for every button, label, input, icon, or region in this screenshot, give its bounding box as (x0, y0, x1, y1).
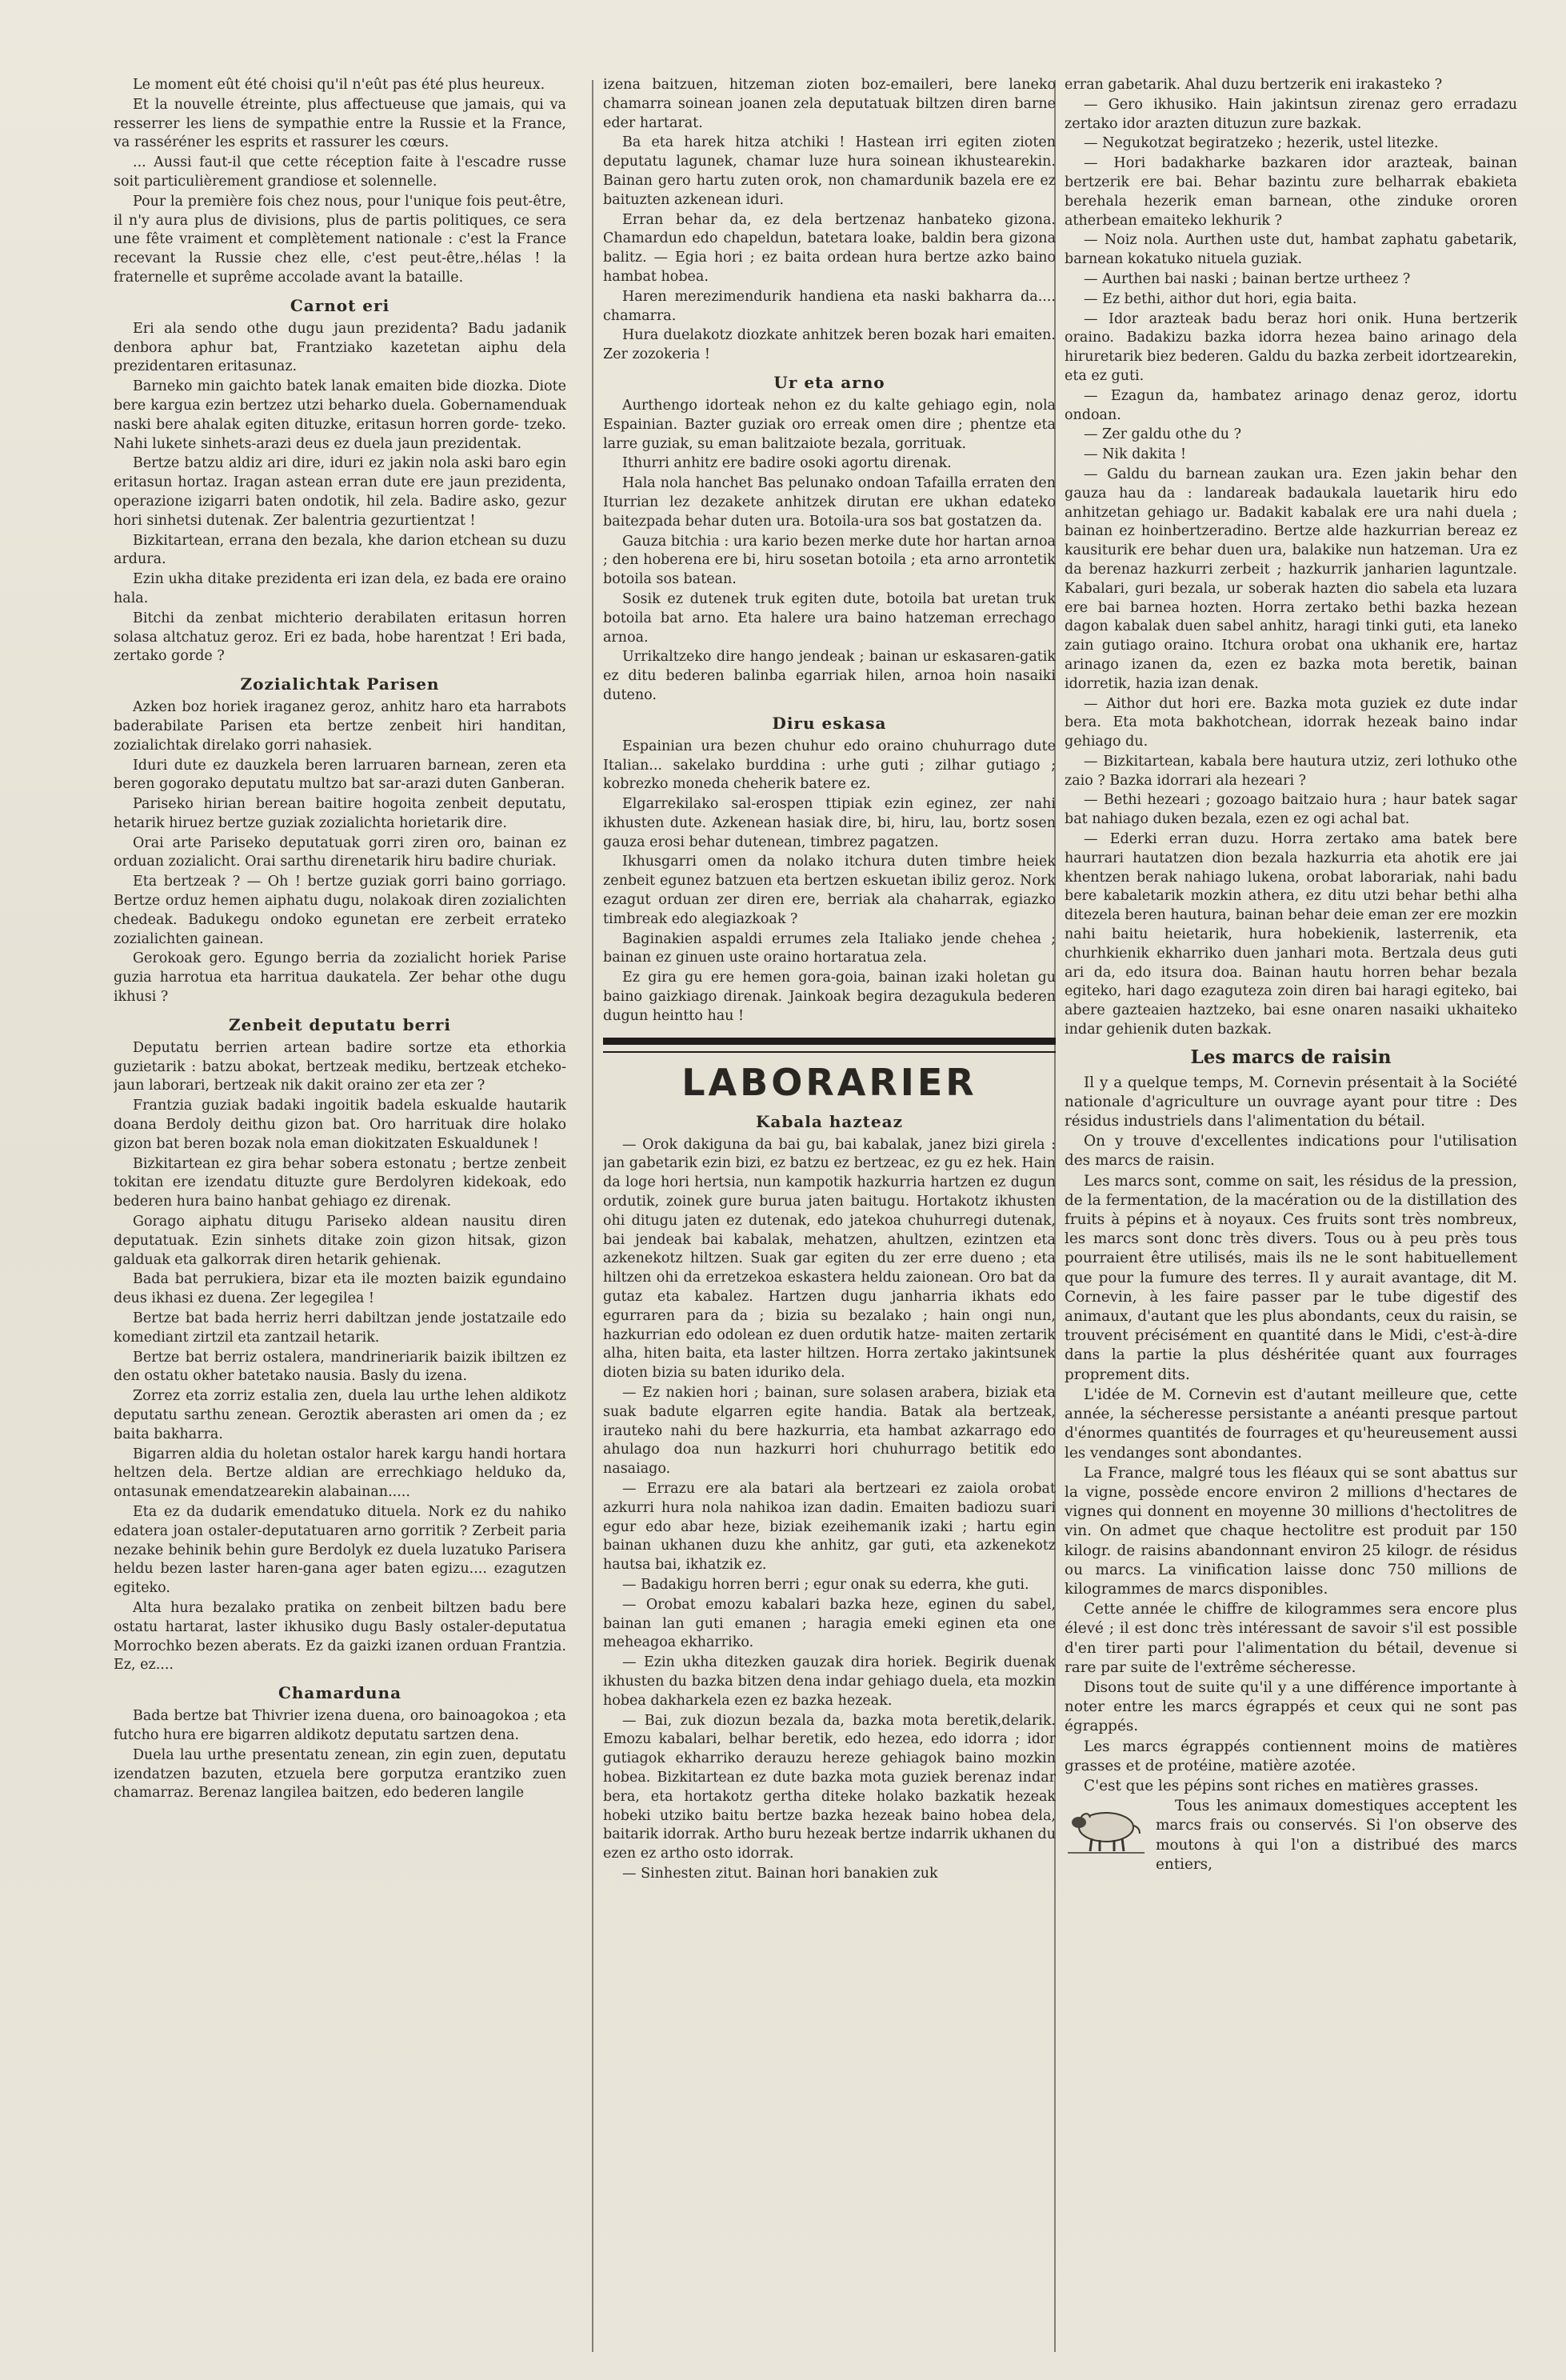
paragraph: — Ezagun da, hambatez arinago denaz geroz, idortu ondoan. (1065, 387, 1517, 423)
paragraph: Ikhusgarri omen da nolako itchura duten timbre heiek zenbeit egunez batzuen eta bertzen eskuetan ibiliz geroz. Nork ezagut orduan zer diren ere, berriak ala chaharrak, egiazko timbreak edo alegiazkoak ? (603, 854, 1056, 927)
paragraph: — Gero ikhusiko. Hain jakintsun zirenaz gero erradazu zertako idor arazten dituzun zure bazkak. (1065, 96, 1517, 132)
section-banner-laborarier: LABORARIER (681, 1060, 977, 1104)
headline-diru-eskasa: Diru eskasa (772, 713, 887, 733)
paragraph: Hala nola hanchet Bas pelunako ondoan Tafailla erraten den Iturrian lez dezakete anhitzek dirutan ere ukhan edateko baitezpada behar duten ura. Botoila-ura sos bat gostatzen da. (603, 475, 1056, 530)
paragraph: erran gabetarik. Ahal duzu bertzerik eni irakasteko ? (1065, 77, 1443, 93)
paragraph: Bada bertze bat Thivrier izena duena, oro bainoagokoa ; eta futcho hura ere bigarren aldikotz deputatu sartzen dena. (114, 1708, 566, 1743)
paragraph: Ez gira gu ere hemen gora-goia, bainan izaki holetan gu baino gaizkiago direnak. Jainkoak begira dezagukula bederen dugun heintto hau ! (603, 970, 1056, 1024)
paragraph: On y trouve d'excellentes indications pour l'utilisation des marcs de raisin. (1065, 1133, 1517, 1170)
paragraph: Ba eta harek hitza atchiki ! Hastean irri egiten zioten deputatu lagunek, chamar luze hura soinean ikhustearekin. Bainan gero hartu zuten orok, non chamardunik bazela ere ez baituzten azkenean iduri. (603, 134, 1056, 208)
paragraph: Bizkitartean ez gira behar sobera estonatu ; bertze zenbeit tokitan ere izendatu dituzte gure Berdolyren kidekoak, edo bederen hura baino hanbat gehiago ez direnak. (114, 1155, 566, 1210)
headline-les-marcs-de-raisin: Les marcs de raisin (1190, 1046, 1392, 1068)
paragraph: Les marcs égrappés contiennent moins de matières grasses et de protéine, matière azotée. (1065, 1738, 1517, 1774)
paragraph: — Galdu du barnean zaukan ura. Ezen jakin behar den gauza hau da : landareak badaukala lauetarik hiru edo anhitzetan gehiago ur. Badakit kabalak ere ura nahi duela ; bainan ez hoinbertzeradino. Bertze alde hazkurrian bereaz ez kausiturik ere behar duen ura, balakike nun hatzeman. Ura ez da berenaz hazkurri zerbeit ; hazkurrik janharien laguntzale. Kabalari, guri bezala, ur soberak hazten dio sabela eta luzara ere bai barnea hozten. Horra zertako bethi bazka hezean dagon kabalak duen sabel anhitz, haragi tinki guti, eta laneko zain gutiago oraino. Itchura orobat ona ukhanik ere, hartaz arinago izanen da, ezen ez bazka mota beretik, bainan idorretik, hazia izan denak. (1065, 466, 1517, 692)
paragraph: — Bai, zuk diozun bezala da, bazka mota beretik,delarik. Emozu kabalari, belhar beretik, edo hezea, edo idorra ; idor gutiagok ekharriko derauzu hereze gehiagok baino mozkin hobea. Bizkitartean ez dute bazka mota guziek berenaz indar bera, eta hortakotz gertha diteke holako bazkatik hezeak hobeki utziko baitu bertze bazka hezeak baino hobea dela, baitarik idorrak. Artho buru hezeak bertze indarrik ukhanen du ezen ez artho osto idorrak. (603, 1712, 1056, 1862)
paragraph: Tous les animaux domestiques acceptent les marcs frais ou conservés. Si l'on observe des moutons à qui l'on a distribué des marcs entiers, (1156, 1798, 1517, 1873)
paragraph: — Orobat emozu kabalari bazka heze, eginen du sabel, bainan lan guti emanen ; haragia emeki eginen eta one meheagoa ekharriko. (603, 1596, 1056, 1651)
paragraph: Gorago aiphatu ditugu Pariseko aldean nausitu diren deputatuak. Ezin sinhets ditake zoin gizon hitsak, gizon galduak eta galkorrak diren hetarik gehienak. (114, 1214, 566, 1268)
paragraph: Le moment eût été choisi qu'il n'eût pas été plus heureux. (133, 77, 545, 93)
paragraph: Haren merezimendurik handiena eta naski bakharra da.... chamarra. (603, 288, 1056, 324)
paragraph: Gerokoak gero. Egungo berria da zozialicht horiek Parise guzia harrotua eta harritua daukatela. Zer behar othe dugu ikhusi ? (114, 950, 566, 1006)
paragraph: Bada bat perrukiera, bizar eta ile mozten baizik egundaino deus ikhasi ez duena. Zer legegilea ! (114, 1271, 566, 1307)
column-3 (1065, 76, 1517, 2364)
paragraph: Erran behar da, ez dela bertzenaz hanbateko gizona. Chamardun edo chapeldun, batetara loake, baldin bera gizona balitz. — Egia hori ; ez baita ordean hura bertze azko baino hambat hobea. (603, 211, 1056, 285)
paragraph: — Ez bethi, aithor dut hori, egia baita. (1084, 290, 1357, 307)
paragraph: Aurthengo idorteak nehon ez du kalte gehiago egin, nola Espainian. Bazter guziak oro erreak omen dire ; phentze eta larre guziak, su eman balitzaiote bezala, gorrituak. (603, 397, 1056, 452)
paragraph: — Bizkitartean, kabala bere hautura utziz, zeri lothuko othe zaio ? Bazka idorrari ala hezeari ? (1065, 753, 1517, 789)
paragraph: Azken boz horiek iraganez geroz, anhitz haro eta harrabots baderabilate Parisen eta bertze zenbeit hiri handitan, zozialichtak direlako gorri nahasiek. (114, 699, 566, 754)
paragraph: Elgarrekilako sal-erospen ttipiak ezin eginez, zer nahi ikhusten dute. Azkenean hasiak dire, bi, hiru, lau, bortz sosen gauza erosi behar dutenean, timbrez pagatzen. (603, 796, 1056, 850)
paragraph: Ithurri anhitz ere badire osoki agortu direnak. (622, 455, 952, 472)
paragraph: Frantzia guziak badaki ingoitik badela eskualde hautarik doana Berdoly deithu gizon bat. Oro harrituak dire holako gizon bat beren bozak nola eman diokitzaten Eskualdunek ! (114, 1098, 566, 1152)
french-article (1065, 1074, 1517, 1874)
paragraph: — Orok dakiguna da bai gu, bai kabalak, janez bizi girela : jan gabetarik ezin bizi, ez batzu ez bertzeac, ez gu ez hek. Hain da loge hori hertsia, nun kampotik hazkurria hartzen ez dugun ordutik, zoinek gure burua jaten baitugu. Hortakotz ikhusten ohi ditugu jaten ez dutenak, edo jatekoa chuhurregi dutenak, bai jendeak bai kabalak, mehatzen, ahultzen, ezintzen eta azkenekotz hiltzen. Suak gar egiten du zer erre dueno ; eta hiltzen ohi da erretzekoa eskastera heldu zaionean. Oro bat da gutaz eta kabalez. Hartzen dugu janharria ikhats edo egurraren para da ; bizia su bezalako ; hain ongi nun, hazkurrian edo odolean ez duen ordutik hatze- maiten zertarik alha, hiten baita, eta laster hiltzen. Horra zertako jakintsunek dioten bizia su baten iduriko dela. (603, 1136, 1056, 1382)
headline-chamarduna: Chamarduna (278, 1683, 402, 1703)
paragraph: Bertze bat berriz ostalera, mandrineriarik baizik ibiltzen ez den ostatu okher batetako nausia. Basly du izena. (114, 1349, 566, 1385)
paragraph: Orai arte Pariseko deputatuak gorri ziren oro, bainan ez orduan zozialicht. Orai sarthu direnetarik hiru badire churiak. (114, 834, 566, 870)
paragraph: — Sinhesten zitut. Bainan hori banakien zuk (622, 1865, 938, 1882)
paragraph: — Hori badakharke bazkaren idor arazteak, bainan bertzerik ere bai. Behar bazintu zure belharrak ebakieta berehala hezerik eman barnean, othe zinduke ororen atherbean emaiteko lekhurik ? (1065, 155, 1517, 229)
paragraph: Pour la première fois chez nous, pour l'unique fois peut-être, il n'y aura plus de divisions, plus de partis politiques, ce sera une fête vraiment et complètement nationale : c'est la France recevant la Russie chez elle, c'est peut-être,.hélas ! la fraternelle et suprême accolade avant la bataille. (114, 193, 566, 286)
paragraph: Bigarren aldia du holetan ostalor harek kargu handi hortara heltzen dela. Bertze aldian are errechkiago helduko da, ontasunak emendatzearekin alabainan..... (114, 1446, 566, 1501)
paragraph: La France, malgré tous les fléaux qui se sont abattus sur la vigne, possède encore environ 2 millions d'hectares de vignes qui donnent en moyenne 30 millions d'hectolitres de vin. On admet que chaque hectolitre est produit par 150 kilogr. de raisins abandonnant environ 25 kilogr. de résidus ou marcs. La vinification laisse donc 750 millions de kilogrammes de marcs disponibles. (1065, 1464, 1517, 1598)
paragraph: Disons tout de suite qu'il y a une différence importante à noter entre les marcs égrappés et ceux qui ne sont pas égrappés. (1065, 1678, 1517, 1735)
paragraph: Bizkitartean, errana den bezala, khe darion etchean su duzu ardura. (114, 532, 566, 568)
column-2 (603, 76, 1056, 2364)
paragraph: — Zer galdu othe du ? (1084, 426, 1241, 443)
paragraph: Il y a quelque temps, M. Cornevin présentait à la Société nationale d'agriculture un ouvrage ayant pour titre : Des résidus industriels dans l'alimentation du bétail. (1065, 1074, 1517, 1130)
paragraph: izena baitzuen, hitzeman zioten boz-emaileri, bere laneko chamarra soinean joanen zela deputatuak biltzen diren barne eder hartarat. (603, 77, 1056, 131)
paragraph: Cette année le chiffre de kilogrammes sera encore plus élevé ; il est donc très intéressant de savoir s'il est possible d'en tirer parti pour l'alimentation du bétail, devenue si rare par suite de l'extrême sécheresse. (1065, 1601, 1517, 1676)
paragraph: ... Aussi faut-il que cette réception faite à l'escadre russe soit particulièrement grandiose et solennelle. (114, 154, 566, 190)
headline-zenbeit-deputatu: Zenbeit deputatu berri (229, 1014, 451, 1034)
paragraph: — Errazu ere ala batari ala bertzeari ez zaiola orobat azkurri hura nola nahikoa izan dadin. Emaiten badiozu suari egur edo abar heze, biziak ezeihemanik izaki ; hartu egin bainan ukhanen duzu khe anhitz, gar guti, eta azkenekotz hautsa bai, ikhatzik ez. (603, 1481, 1056, 1574)
paragraph: Deputatu berrien artean badire sortze eta ethorkia guzietarik : batzu abokat, bertzeak mediku, bertzeak etcheko-jaun laborari, bertzeak nik dakit oraino zer eta zer ? (114, 1039, 566, 1094)
paragraph: Pariseko hirian berean baitire hogoita zenbeit deputatu, hetarik hiruez bertze guziak zozialichta horietarik dire. (114, 796, 566, 831)
headline-zozialichtak: Zozialichtak Parisen (240, 674, 440, 694)
headline-carnot-eri: Carnot eri (290, 295, 390, 315)
paragraph: Duela lau urthe presentatu zenean, zin egin zuen, deputatu izendatzen bazuten, etzuela bere gorputza erantziko zuen chamarraz. Berenaz langilea baitzen, edo bederen langile (114, 1746, 566, 1802)
sheep-icon (1065, 1800, 1148, 1856)
paragraph: — Aurthen bai naski ; bainan bertze urtheez ? (1084, 270, 1411, 287)
paragraph: — Bethi hezeari ; gozoago baitzaio hura ; haur batek sagar bat nahiago duken bezala, ezen ez ogi achal bat. (1065, 792, 1517, 828)
paragraph: — Idor arazteak badu beraz hori onik. Huna bertzerik oraino. Badakizu bazka idorra hezea baino arinago dela hiruretarik biez bederen. Galdu du bazka zerbeit idortzearekin, eta ez guti. (1065, 310, 1517, 384)
paragraph: Eri ala sendo othe dugu jaun prezidenta? Badu jadanik denbora aphur bat, Frantziako kazetetan aiphu dela prezidentaren eritasunaz. (114, 320, 566, 375)
paragraph: Ezin ukha ditake prezidenta eri izan dela, ez bada ere oraino hala. (114, 571, 566, 606)
paragraph: — Badakigu horren berri ; egur onak su ederra, khe guti. (622, 1576, 1029, 1593)
paragraph: — Noiz nola. Aurthen uste dut, hambat zaphatu gabetarik, barnean kokatuko nituela guziak. (1065, 232, 1517, 268)
paragraph: Hura duelakotz diozkate anhitzek beren bozak hari emaiten. Zer zozokeria ! (603, 327, 1056, 363)
paragraph: Espainian ura bezen chuhur edo oraino chuhurrago dute Italian... sakelako burddina : urhe guti ; zilhar gutiago ; kobrezko moneda cheherik batere ez. (603, 738, 1056, 793)
paragraph: C'est que les pépins sont riches en matières grasses. (1084, 1777, 1479, 1794)
paragraph: Et la nouvelle étreinte, plus affectueuse que jamais, qui va resserrer les liens de sympathie entre la Russie et la France, va rasséréner les esprits et rassurer les cœurs. (114, 96, 566, 151)
paragraph: Bitchi da zenbat michterio derabilaten eritasun horren solasa altchatuz geroz. Eri ez bada, hobe harentzat ! Eri bada, zertako gorde ? (114, 610, 566, 665)
paragraph: Bertze bat bada herriz herri dabiltzan jende jostatzaile edo komediant zirtzil eta zantzail hetarik. (114, 1310, 566, 1346)
column-1 (114, 76, 566, 2364)
headline-ur-eta-arno: Ur eta arno (773, 372, 885, 392)
paragraph: Alta hura bezalako pratika on zenbeit biltzen badu bere ostatu hartarat, laster ikhusiko dugu Basly ostaler-deputatua Morrochko bezen aberats. Ez da gaizki izanen orduan Frantzia. Ez, ez.... (114, 1599, 566, 1674)
paragraph: — Ez nakien hori ; bainan, sure solasen arabera, biziak eta suak badute elgarren egite handia. Batak ala bertzeak, irauteko nahi du bere hazkurria, eta hambat azkarrago edo ahulago doa nun hazkurri hori chuhurrago betitik edo nasaiago. (603, 1385, 1056, 1478)
paragraph: Barneko min gaichto batek lanak emaiten bide diozka. Diote bere kargua ezin bertzez utzi beharko duela. Gobernamenduak naski bere ahalak egiten dituzke, eritasun horren gorde- tzeko. Nahi lukete sinhets-arazi deus ez duela jaun prezidentak. (114, 378, 566, 452)
paragraph: Urrikaltzeko dire hango jendeak ; bainan ur eskasaren-gatik ez ditu bederen balinba egarriak hilen, arnoa hoin nasaiki duteno. (603, 649, 1056, 703)
paragraph: Zorrez eta zorriz estalia zen, duela lau urthe lehen aldikotz deputatu sarthu zenean. Geroztik aberasten ari omen da ; ez baita bakharra. (114, 1388, 566, 1442)
paragraph: — Ezin ukha ditezken gauzak dira horiek. Begirik duenak ikhusten du bazka bitzen dena indar gehiago duela, eta mozkin hobea dakharkela ezen ez bazka hezeak. (603, 1654, 1056, 1709)
paragraph: Eta bertzeak ? — Oh ! bertze guziak gorri baino gorriago. Bertze orduz hemen aiphatu dugu, nolakoak diren zozialichten chedeak. Badukegu ondoko egunetan ere zerbeit errateko zozialichten gainean. (114, 874, 566, 947)
paragraph: Baginakien aspaldi errumes zela Italiako jende chehea ; bainan ez ginuen uste oraino hortaratua zela. (603, 930, 1056, 966)
paragraph: Gauza bitchia : ura kario bezen merke dute hor hartan arnoa ; den hoberena ere bi, hiru sosetan botoila ; eta arno arrontetik botoila sos batean. (603, 533, 1056, 588)
section-rule-thin (603, 1051, 1056, 1053)
paragraph: Bertze batzu aldiz ari dire, iduri ez jakin nola aski baro egin eritasun hortaz. Iragan astean erran dute ere jaun prezidenta, operazione izigarri baten ondotik, hil zela. Badire asko, gezur hori sinhetsi dutenak. Zer balentria gezurtientzat ! (114, 455, 566, 529)
paragraph: Sosik ez dutenek truk egiten dute, botoila bat uretan truk botoila bat arno. Eta halere ura baino hatzeman errechago arnoa. (603, 590, 1056, 646)
paragraph: Eta ez da dudarik emendatuko dituela. Nork ez du nahiko edatera joan ostaler-deputatuaren arno gorritik ? Zerbeit paria nezake behinik behin gure Berdolyk ez duela luzatuko Parisera heldu bezen laster haren-gana ager baten egizu.... ezagutzen egiteko. (114, 1503, 566, 1597)
paragraph: Les marcs sont, comme on sait, les résidus de la pression, de la fermentation, de la macération ou de la distillation des fruits à pépins et à noyaux. Ces fruits sont très nombreux, les marcs sont donc très divers. Tous ou à peu près tous pourraient être utilisés, mais ils ne le sont habituellement que pour la fumure des terres. Il y aurait avantage, dit M. Cornevin, à les faire passer par le tube digestif des animaux, d'autant que les plus abondants, ceux du raisin, se trouvent précisément en quantité dans le Midi, c'est-à-dire dans la partie la plus déshéritée quant aux fourrages proprement dits. (1065, 1172, 1517, 1383)
paragraph: — Aithor dut hori ere. Bazka mota guziek ez dute indar bera. Eta mota bakhotchean, idorrak hezeak baino indar gehiago du. (1065, 695, 1517, 750)
paragraph: — Ederki erran duzu. Horra zertako ama batek bere haurrari hautatzen dion bezala hazkurria eta ahotik ere jai khentzen berak nahiago lukena, orobat laborariak, nahi badu bere kabaletarik mozkin athera, ez ditu utzi behar bethi alha ditezela beren hautura, bainan behar deie eman zer ere mozkin nahi baitu heietarik, hura hobekienik, lasterrenik, eta churhkienik ekharriko duen janhari mota. Bertzala deus guti ari da, edo itsura doa. Bainan hautu horren behar bezala egiteko, hari dago ezaguteza zoin diren bai haragi egiteko, bai abere gazteaien haztzeko, bai esne onaren nasaiki ukhaiteko indar gehienik duten bazkak. (1065, 831, 1517, 1038)
paragraph: L'idée de M. Cornevin est d'autant meilleure que, cette année, la sécheresse persistante a anéanti presque partout d'énormes quantités de fourrages et qu'heureusement aussi les vendanges sont abondantes. (1065, 1386, 1517, 1462)
headline-kabala-hazteaz: Kabala hazteaz (756, 1111, 903, 1131)
paragraph: — Negukotzat begiratzeko ; hezerik, ustel litezke. (1084, 135, 1439, 152)
section-rule (603, 1038, 1056, 1045)
paragraph: — Nik dakita ! (1084, 446, 1187, 463)
column-divider (592, 80, 593, 2352)
paragraph: Iduri dute ez dauzkela beren larruaren barnean, zeren eta beren gogorako deputatu multzo bat sar-arazi duten Ganberan. (114, 757, 566, 793)
